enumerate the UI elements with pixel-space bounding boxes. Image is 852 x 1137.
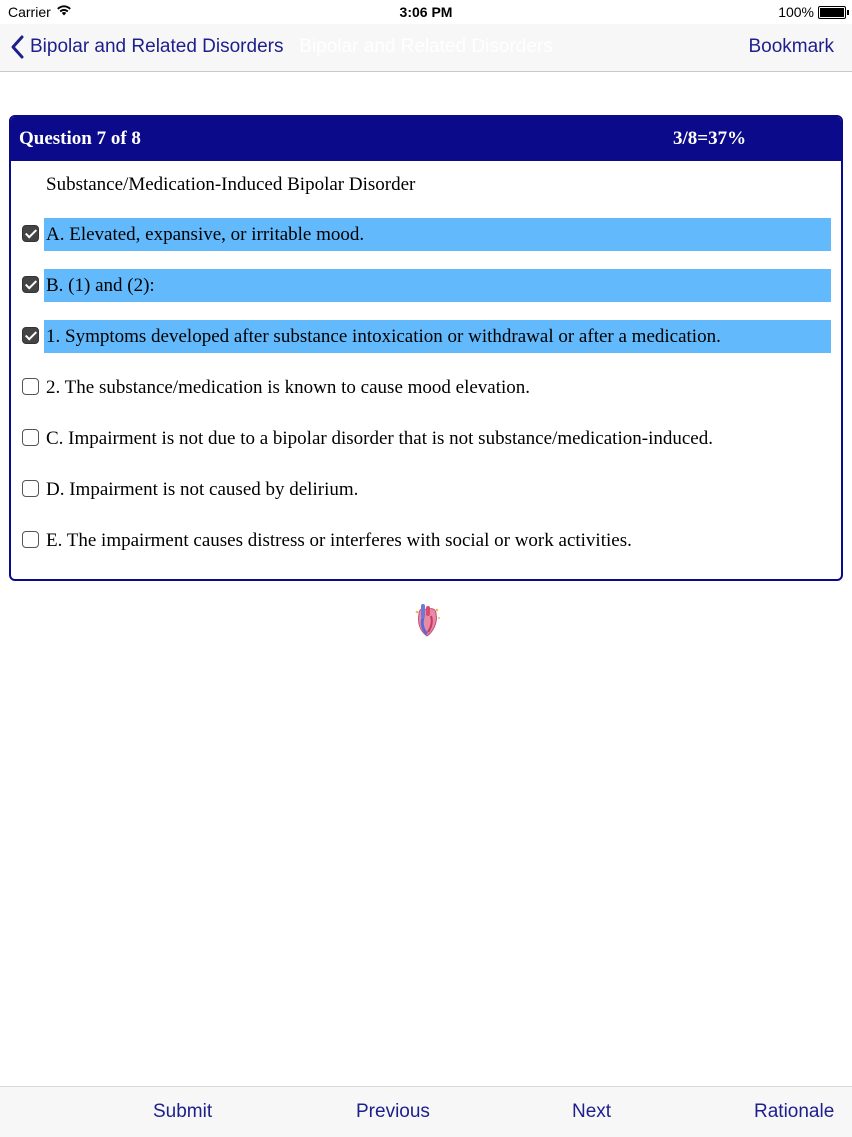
checkbox-unchecked-icon[interactable] (22, 480, 39, 497)
answer-option[interactable] (11, 218, 843, 251)
clock: 3:06 PM (399, 4, 453, 20)
answer-option[interactable] (11, 524, 843, 557)
checkbox-checked-icon[interactable] (22, 276, 39, 293)
answer-option[interactable] (11, 371, 843, 404)
bookmark-button[interactable]: Bookmark (748, 36, 834, 57)
question-stem: Substance/Medication-Induced Bipolar Disorder (46, 174, 416, 195)
answer-option-text: A. Elevated, expansive, or irritable mood. (44, 218, 831, 251)
rationale-button[interactable]: Rationale (754, 1101, 835, 1122)
answer-option[interactable] (11, 320, 843, 353)
status-bar (0, 0, 852, 24)
answer-option-text: E. The impairment causes distress or interferes with social or work activities. (46, 530, 632, 551)
question-number: Question 7 of 8 (19, 128, 141, 149)
checkbox-unchecked-icon[interactable] (22, 531, 39, 548)
answer-option-text: B. (1) and (2): (44, 269, 831, 302)
checkbox-checked-icon[interactable] (22, 225, 39, 242)
bottom-toolbar (0, 1086, 852, 1137)
answer-option-text: 1. Symptoms developed after substance intoxication or withdrawal or after a medication. (44, 320, 831, 353)
checkbox-unchecked-icon[interactable] (22, 378, 39, 395)
score-label: 3/8=37% (673, 128, 747, 149)
answer-option[interactable] (11, 473, 843, 506)
navigation-bar (0, 24, 852, 72)
answer-option[interactable] (11, 422, 843, 455)
nav-title: Bipolar and Related Disorders (299, 36, 553, 57)
back-button-label: Bipolar and Related Disorders (30, 36, 284, 57)
previous-button[interactable]: Previous (356, 1101, 430, 1122)
answer-option-text: 2. The substance/medication is known to cause mood elevation. (46, 377, 531, 398)
heart-icon (409, 602, 443, 640)
battery-icon (818, 6, 846, 19)
question-header (11, 117, 841, 161)
next-button[interactable]: Next (572, 1101, 612, 1122)
checkbox-unchecked-icon[interactable] (22, 429, 39, 446)
checkbox-checked-icon[interactable] (22, 327, 39, 344)
answer-option[interactable] (11, 269, 843, 302)
carrier-label: Carrier (8, 4, 51, 20)
battery-percent: 100% (778, 4, 814, 20)
question-card (9, 115, 843, 581)
answer-option-text: D. Impairment is not caused by delirium. (46, 479, 359, 500)
chevron-left-icon (8, 34, 30, 60)
submit-button[interactable]: Submit (153, 1101, 213, 1122)
back-button[interactable] (8, 34, 283, 60)
answer-option-text: C. Impairment is not due to a bipolar disorder that is not substance/medication-induced. (46, 428, 713, 449)
